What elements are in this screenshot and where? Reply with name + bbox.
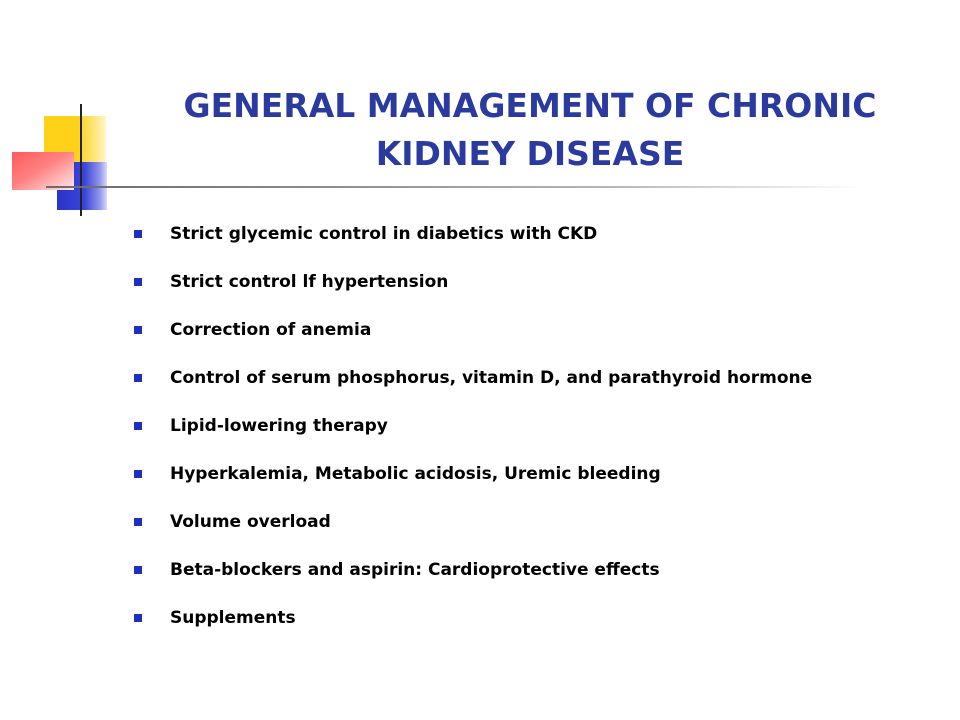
bullet-item [134, 306, 812, 354]
square-bullet-icon [134, 470, 142, 478]
bullet-item [134, 498, 812, 546]
decorative-vertical-line [80, 104, 82, 216]
bullet-text: Supplements [170, 608, 296, 628]
bullet-item [134, 594, 812, 642]
bullet-item [134, 402, 812, 450]
slide-title-line-1: GENERAL MANAGEMENT OF CHRONIC [183, 86, 877, 125]
bullet-text: Hyperkalemia, Metabolic acidosis, Uremic bleeding [170, 464, 661, 484]
title-underline-rule [46, 186, 866, 188]
bullet-item [134, 354, 812, 402]
bullet-text: Lipid-lowering therapy [170, 416, 388, 436]
slide-title [130, 82, 930, 178]
bullet-text: Control of serum phosphorus, vitamin D, and parathyroid hormone [170, 368, 813, 388]
bullet-item [134, 210, 812, 258]
bullet-item [134, 450, 812, 498]
slide-title-line-2: KIDNEY DISEASE [375, 134, 685, 173]
decorative-red-rectangle [12, 152, 74, 190]
bullet-item [134, 258, 812, 306]
square-bullet-icon [134, 518, 142, 526]
bullet-text: Volume overload [170, 512, 331, 532]
bullet-text: Correction of anemia [170, 320, 372, 340]
bullet-item [134, 546, 812, 594]
square-bullet-icon [134, 278, 142, 286]
square-bullet-icon [134, 230, 142, 238]
bullet-text: Strict control lf hypertension [170, 272, 449, 292]
square-bullet-icon [134, 614, 142, 622]
bullet-text: Strict glycemic control in diabetics with CKD [170, 224, 598, 244]
square-bullet-icon [134, 374, 142, 382]
square-bullet-icon [134, 422, 142, 430]
square-bullet-icon [134, 566, 142, 574]
bullet-list [134, 210, 812, 642]
square-bullet-icon [134, 326, 142, 334]
bullet-text: Beta-blockers and aspirin: Cardioprotective effects [170, 560, 660, 580]
